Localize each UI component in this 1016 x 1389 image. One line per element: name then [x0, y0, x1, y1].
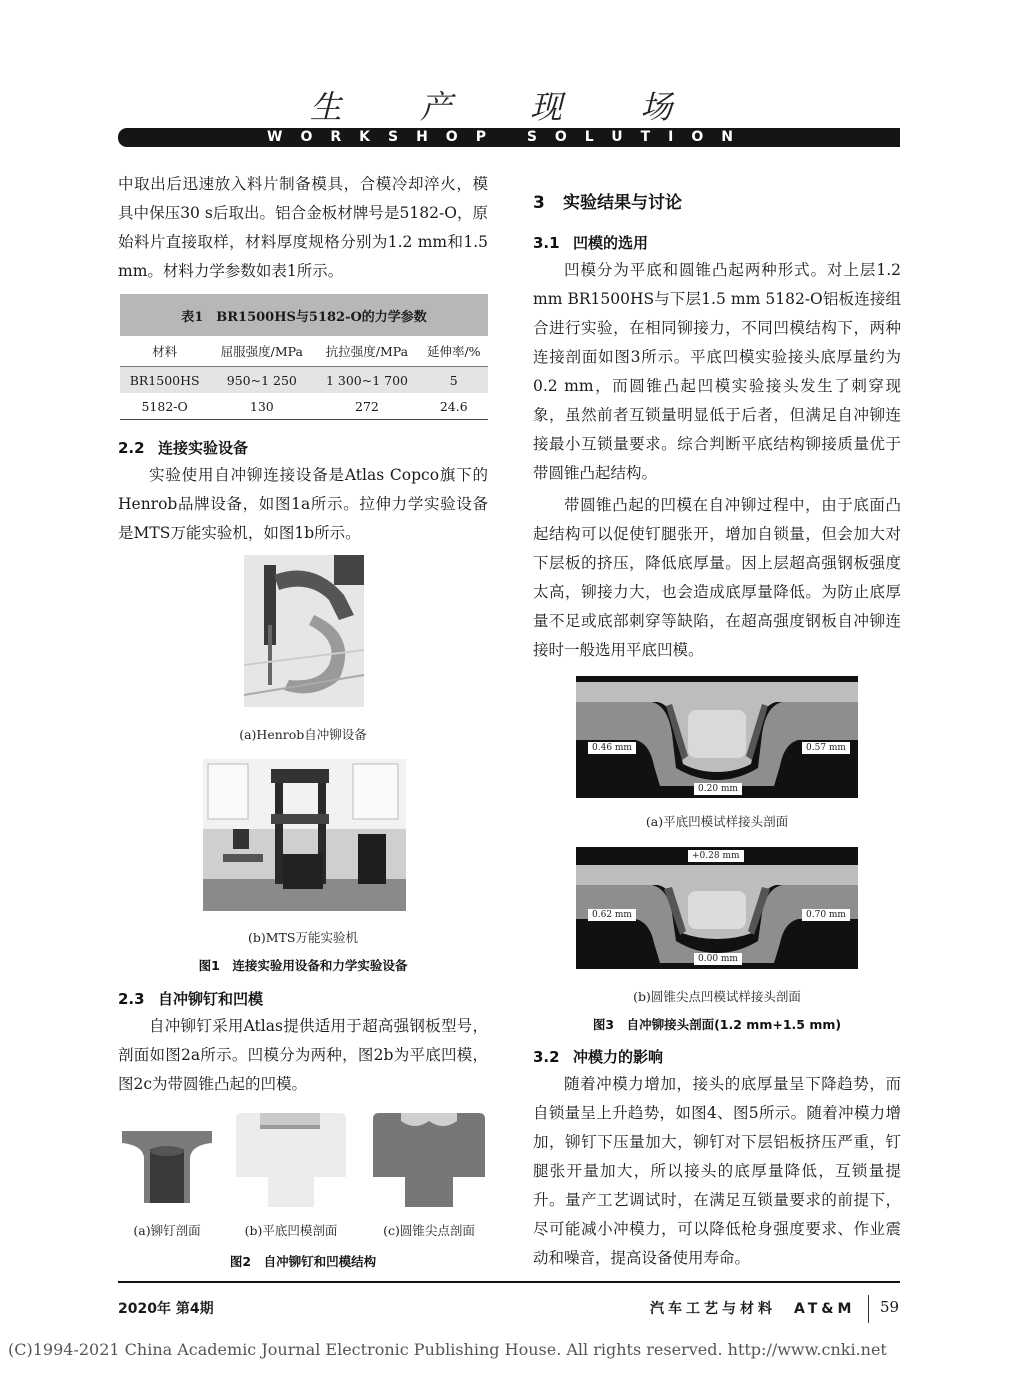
table-header: 屈服强度/MPa: [209, 336, 314, 367]
section-3-heading: 3 实验结果与讨论: [533, 193, 682, 213]
measure-label: 0.57 mm: [802, 742, 850, 754]
intro-paragraph: 中取出后迅速放入料片制备模具，合模冷却淬火，模具中保压30 s后取出。铝合金板材牌号是5182-O，原始料片直接取样，材料厚度规格分别为1.2 mm和1.5 mm。材料力学参数如表1所示。: [118, 175, 488, 280]
table-row: [120, 367, 488, 394]
table-header: 延伸率/%: [420, 336, 488, 367]
table-cell: 5182-O: [120, 393, 209, 420]
section-3-2-heading: 3.2 冲模力的影响: [533, 1048, 664, 1066]
header-banner: [118, 128, 900, 147]
table-cell: BR1500HS: [120, 367, 209, 394]
table-header: 抗拉强度/MPa: [314, 336, 419, 367]
measure-label: 0.62 mm: [588, 909, 636, 921]
table-cell: 950~1 250: [209, 367, 314, 394]
table-cell: 272: [314, 393, 419, 420]
table-caption: 表1 BR1500HS与5182-O的力学参数: [120, 294, 488, 336]
section-3-1-heading: 3.1 凹模的选用: [533, 234, 649, 252]
flat-die-joint-image: [576, 676, 858, 798]
table-row: [120, 393, 488, 420]
fig1a-caption: (a)Henrob自冲铆设备: [239, 727, 367, 742]
table-1: [120, 294, 488, 420]
fig1-caption: 图1 连接实验用设备和力学实验设备: [198, 958, 408, 973]
table-header: 材料: [120, 336, 209, 367]
section-2-2-text: 实验使用自冲铆连接设备是Atlas Copco旗下的Henrob品牌设备，如图1a所示。拉伸力学实验设备是MTS万能实验机，如图1b所示。: [118, 466, 488, 542]
section-3-2-text: 随着冲模力增加，接头的底厚量呈下降趋势，而自锁量呈上升趋势，如图4、图5所示。随着冲模力增加，铆钉下压量加大，铆钉对下层铝板挤压严重，钉腿张开量加大，所以接头的底厚量降低，互锁量提升。量产工艺调试时，在满足互锁量要求的前提下，尽可能减小冲模力，可以降低枪身强度要求、作业震动和噪音，提高设备使用寿命。: [533, 1075, 901, 1267]
copyright-notice: (C)1994-2021 China Academic Journal Electronic Publishing House. All rights reserved. http://www.cnki.net: [8, 1340, 887, 1359]
section-2-2-heading: 2.2 连接实验设备: [118, 439, 249, 457]
cone-die-image: [373, 1113, 485, 1207]
table-cell: 130: [209, 393, 314, 420]
fig3b-caption: (b)圆锥尖点凹模试样接头剖面: [633, 989, 801, 1004]
section-title: 生 产 现 场: [309, 88, 707, 126]
fig2b-caption: (b)平底凹模剖面: [244, 1223, 338, 1238]
table-cell: 5: [420, 367, 488, 394]
fig2c-caption: (c)圆锥尖点剖面: [383, 1223, 475, 1238]
measure-label: 0.70 mm: [802, 909, 850, 921]
rivet-section-image: [122, 1127, 212, 1203]
footer-rule: [118, 1281, 900, 1283]
page-number: 59: [880, 1298, 900, 1316]
section-3-1-text: 凹模分为平底和圆锥凸起两种形式。对上层1.2 mm BR1500HS与下层1.5 mm 5182-O铝板连接组合进行实验，在相同铆接力，不同凹模结构下，两种连接剖面如图3所示。平底凹模实验接头底厚量约为0.2 mm，而圆锥凸起凹模实验接头发生了刺穿现象，虽然前者互锁量明显低于后者，但满足自冲铆连接最小互锁量要求。综合判断平底结构铆接质量优于带圆锥凸起结构。 带圆锥凸起的凹模在自冲铆过程中，由于底面凸起结构可以促使钉腿张开，增加自锁量，但会加大对下层板的挤压，降低底厚量。因上层超高强钢板强度太高，铆接力大，也会造成底厚量降低。为防止底厚量不足或底部刺穿等缺陷，在超高强度钢板自冲铆连接时一般选用平底凹模。: [533, 261, 901, 659]
fig2-caption: 图2 自冲铆钉和凹模结构: [229, 1254, 377, 1269]
fig2a-caption: (a)铆钉剖面: [133, 1223, 201, 1238]
table-cell: 1 300~1 700: [314, 367, 419, 394]
flat-die-image: [236, 1113, 346, 1207]
banner-text: WORKSHOP SOLUTION: [267, 129, 751, 145]
journal-name: 汽车工艺与材料 AT&M: [650, 1301, 856, 1317]
fig3a-caption: (a)平底凹模试样接头剖面: [645, 814, 789, 829]
footer-separator: [868, 1295, 869, 1323]
mts-photo: [203, 759, 406, 911]
measure-label: 0.46 mm: [588, 742, 636, 754]
cone-die-joint-image: [576, 847, 858, 969]
section-2-3-heading: 2.3 自冲铆钉和凹模: [118, 990, 264, 1008]
measure-label: +0.28 mm: [688, 850, 744, 862]
measure-label: 0.00 mm: [694, 953, 742, 965]
fig3-caption: 图3 自冲铆接头剖面(1.2 mm+1.5 mm): [592, 1017, 842, 1032]
henrob-photo: [244, 555, 364, 707]
measure-label: 0.20 mm: [694, 783, 742, 795]
section-2-3-text: 自冲铆钉采用Atlas提供适用于超高强钢板型号，剖面如图2a所示。凹模分为两种，图2b为平底凹模，图2c为带圆锥凸起的凹模。: [118, 1017, 488, 1093]
table-cell: 24.6: [420, 393, 488, 420]
fig1b-caption: (b)MTS万能实验机: [248, 930, 358, 945]
issue-label: 2020年 第4期: [118, 1301, 214, 1317]
